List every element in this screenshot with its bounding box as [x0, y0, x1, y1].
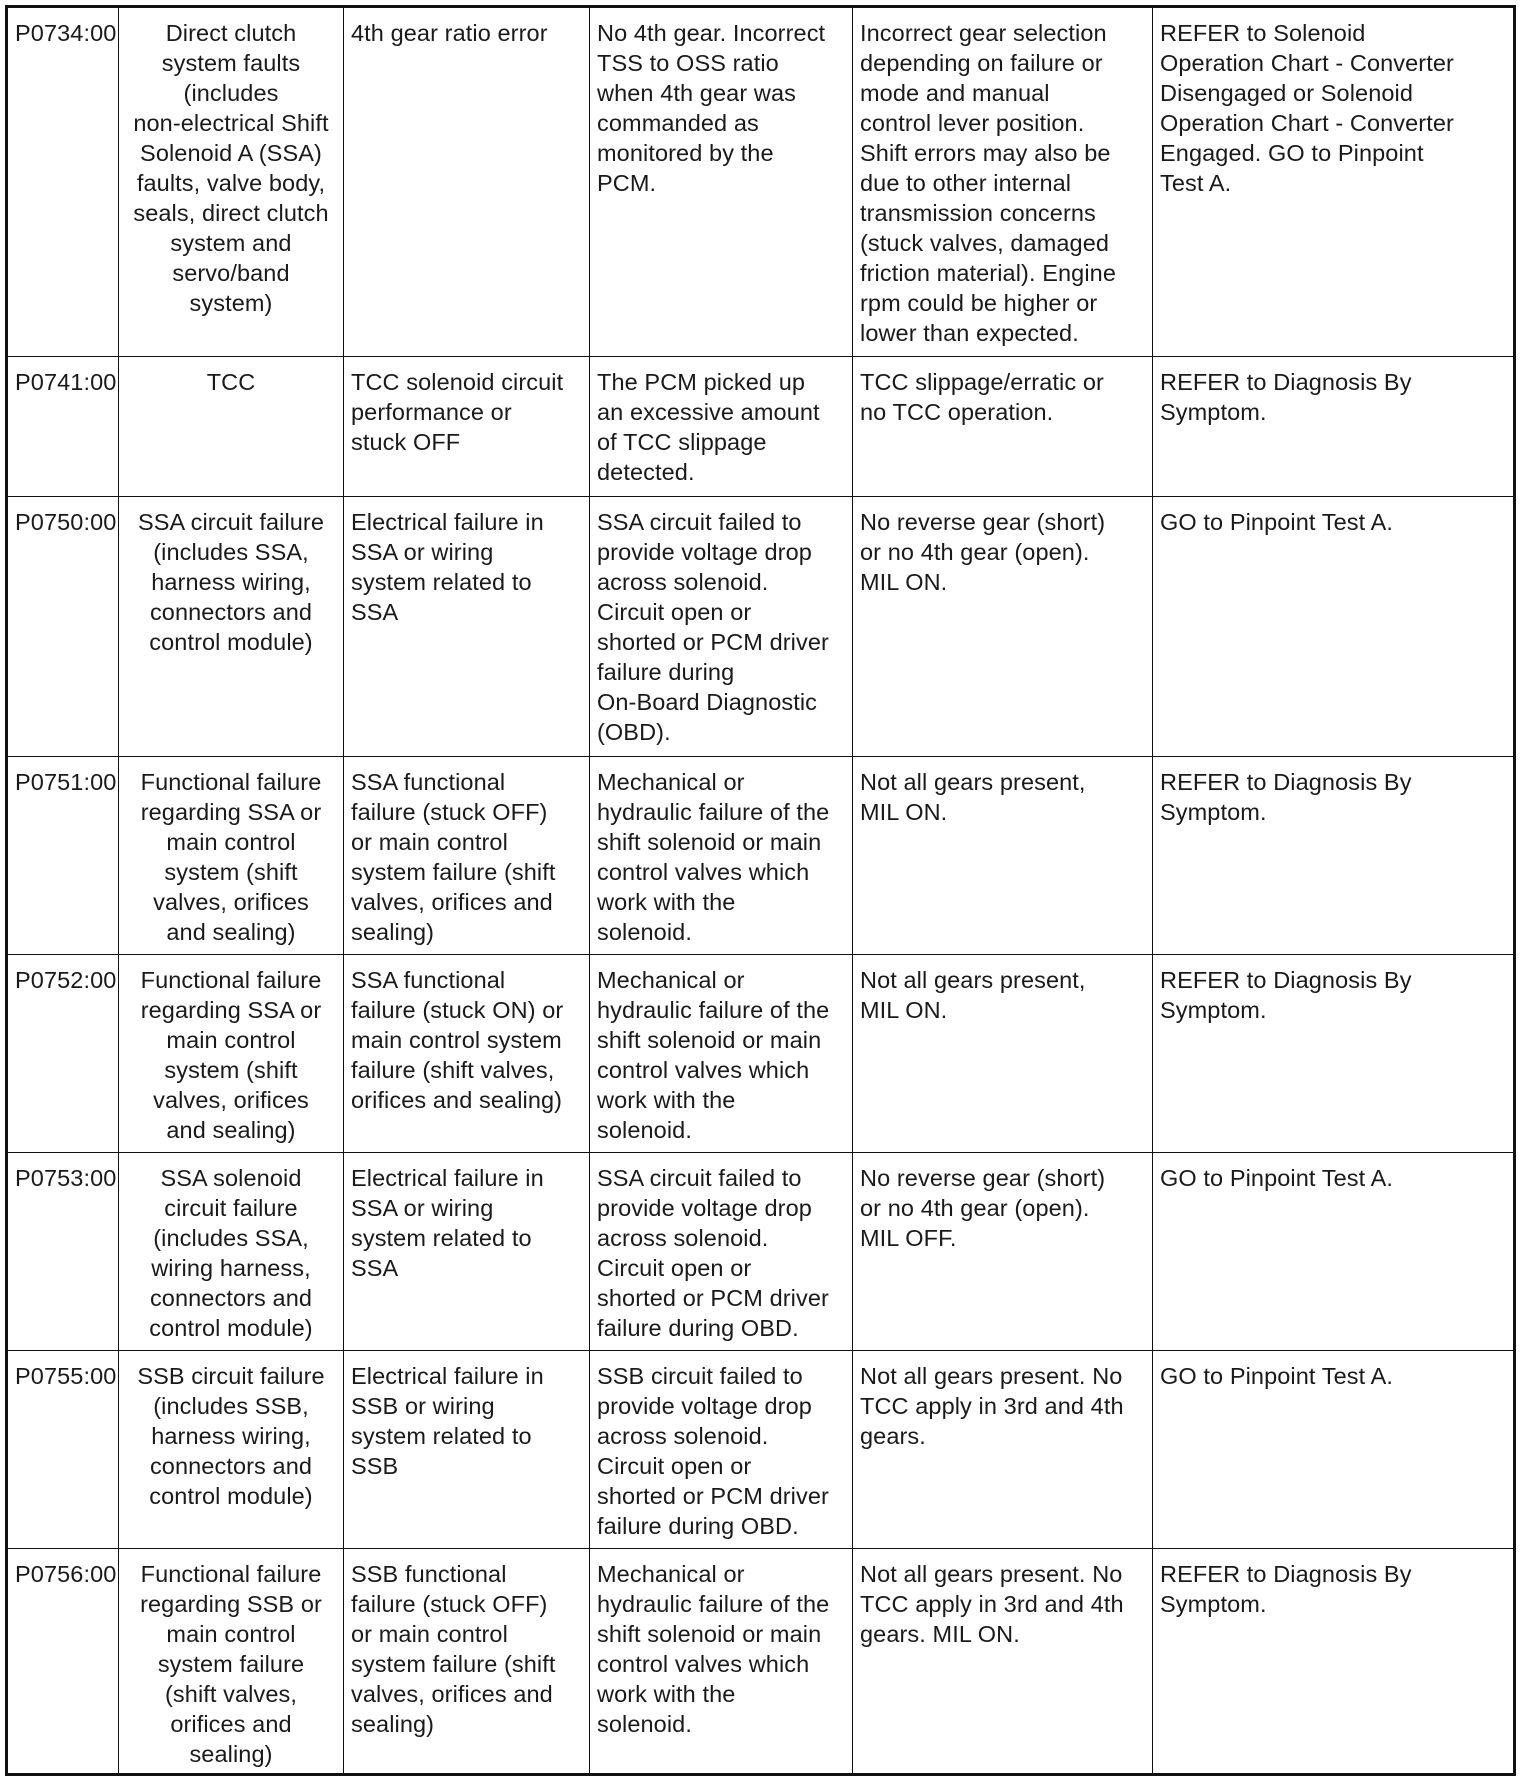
- dtc-code-cell: P0753:00: [7, 1153, 119, 1351]
- symptom-cell: Not all gears present, MIL ON.: [853, 757, 1153, 955]
- action-cell: REFER to Diagnosis By Symptom.: [1153, 1549, 1515, 1775]
- description-cell: TCC solenoid circuit performance or stuck OFF: [344, 357, 590, 497]
- symptom-cell: No reverse gear (short) or no 4th gear (open). MIL ON.: [853, 497, 1153, 757]
- table-row: [7, 1351, 1515, 1549]
- action-cell: GO to Pinpoint Test A.: [1153, 497, 1515, 757]
- component-cell: SSA circuit failure (includes SSA, harness wiring, connectors and control module): [119, 497, 344, 757]
- dtc-code-cell: P0741:00: [7, 357, 119, 497]
- table-row: [7, 757, 1515, 955]
- dtc-code-cell: P0750:00: [7, 497, 119, 757]
- condition-cell: No 4th gear. Incorrect TSS to OSS ratio when 4th gear was commanded as monitored by the PCM.: [590, 7, 853, 357]
- condition-cell: Mechanical or hydraulic failure of the shift solenoid or main control valves which work with the solenoid.: [590, 955, 853, 1153]
- component-cell: Functional failure regarding SSB or main control system failure (shift valves, orifices and sealing): [119, 1549, 344, 1775]
- dtc-code-cell: P0751:00: [7, 757, 119, 955]
- component-cell: SSB circuit failure (includes SSB, harness wiring, connectors and control module): [119, 1351, 344, 1549]
- table-row: [7, 1549, 1515, 1775]
- action-cell: REFER to Diagnosis By Symptom.: [1153, 357, 1515, 497]
- action-cell: REFER to Diagnosis By Symptom.: [1153, 955, 1515, 1153]
- component-cell: SSA solenoid circuit failure (includes SSA, wiring harness, connectors and control module): [119, 1153, 344, 1351]
- dtc-code-cell: P0756:00: [7, 1549, 119, 1775]
- component-cell: Functional failure regarding SSA or main control system (shift valves, orifices and sealing): [119, 757, 344, 955]
- condition-cell: Mechanical or hydraulic failure of the shift solenoid or main control valves which work with the solenoid.: [590, 1549, 853, 1775]
- table-row: [7, 357, 1515, 497]
- component-cell: Functional failure regarding SSA or main control system (shift valves, orifices and sealing): [119, 955, 344, 1153]
- table-row: [7, 1153, 1515, 1351]
- action-cell: REFER to Solenoid Operation Chart - Converter Disengaged or Solenoid Operation Chart - Converter Engaged. GO to Pinpoint Test A.: [1153, 7, 1515, 357]
- symptom-cell: TCC slippage/erratic or no TCC operation.: [853, 357, 1153, 497]
- table-row: [7, 497, 1515, 757]
- dtc-code-cell: P0734:00: [7, 7, 119, 357]
- dtc-code-cell: P0752:00: [7, 955, 119, 1153]
- condition-cell: The PCM picked up an excessive amount of TCC slippage detected.: [590, 357, 853, 497]
- component-cell: TCC: [119, 357, 344, 497]
- symptom-cell: Not all gears present. No TCC apply in 3rd and 4th gears. MIL ON.: [853, 1549, 1153, 1775]
- table-row: [7, 7, 1515, 357]
- description-cell: Electrical failure in SSB or wiring system related to SSB: [344, 1351, 590, 1549]
- symptom-cell: Incorrect gear selection depending on failure or mode and manual control lever position. Shift errors may also be due to other internal transmission concerns (stuck valves, damaged friction material). Engine rpm could be higher or lower than expected.: [853, 7, 1153, 357]
- action-cell: GO to Pinpoint Test A.: [1153, 1153, 1515, 1351]
- description-cell: SSB functional failure (stuck OFF) or main control system failure (shift valves, orifices and sealing): [344, 1549, 590, 1775]
- description-cell: SSA functional failure (stuck OFF) or main control system failure (shift valves, orifices and sealing): [344, 757, 590, 955]
- description-cell: 4th gear ratio error: [344, 7, 590, 357]
- table-row: [7, 955, 1515, 1153]
- dtc-code-cell: P0755:00: [7, 1351, 119, 1549]
- action-cell: GO to Pinpoint Test A.: [1153, 1351, 1515, 1549]
- description-cell: Electrical failure in SSA or wiring system related to SSA: [344, 1153, 590, 1351]
- component-cell: Direct clutch system faults (includes non-electrical Shift Solenoid A (SSA) faults, valve body, seals, direct clutch system and servo/band system): [119, 7, 344, 357]
- condition-cell: SSB circuit failed to provide voltage drop across solenoid. Circuit open or shorted or PCM driver failure during OBD.: [590, 1351, 853, 1549]
- symptom-cell: Not all gears present, MIL ON.: [853, 955, 1153, 1153]
- condition-cell: SSA circuit failed to provide voltage drop across solenoid. Circuit open or shorted or PCM driver failure during On-Board Diagnostic (OBD).: [590, 497, 853, 757]
- dtc-table: [5, 5, 1516, 1776]
- action-cell: REFER to Diagnosis By Symptom.: [1153, 757, 1515, 955]
- description-cell: SSA functional failure (stuck ON) or main control system failure (shift valves, orifices and sealing): [344, 955, 590, 1153]
- symptom-cell: No reverse gear (short) or no 4th gear (open). MIL OFF.: [853, 1153, 1153, 1351]
- condition-cell: SSA circuit failed to provide voltage drop across solenoid. Circuit open or shorted or PCM driver failure during OBD.: [590, 1153, 853, 1351]
- description-cell: Electrical failure in SSA or wiring system related to SSA: [344, 497, 590, 757]
- symptom-cell: Not all gears present. No TCC apply in 3rd and 4th gears.: [853, 1351, 1153, 1549]
- condition-cell: Mechanical or hydraulic failure of the shift solenoid or main control valves which work with the solenoid.: [590, 757, 853, 955]
